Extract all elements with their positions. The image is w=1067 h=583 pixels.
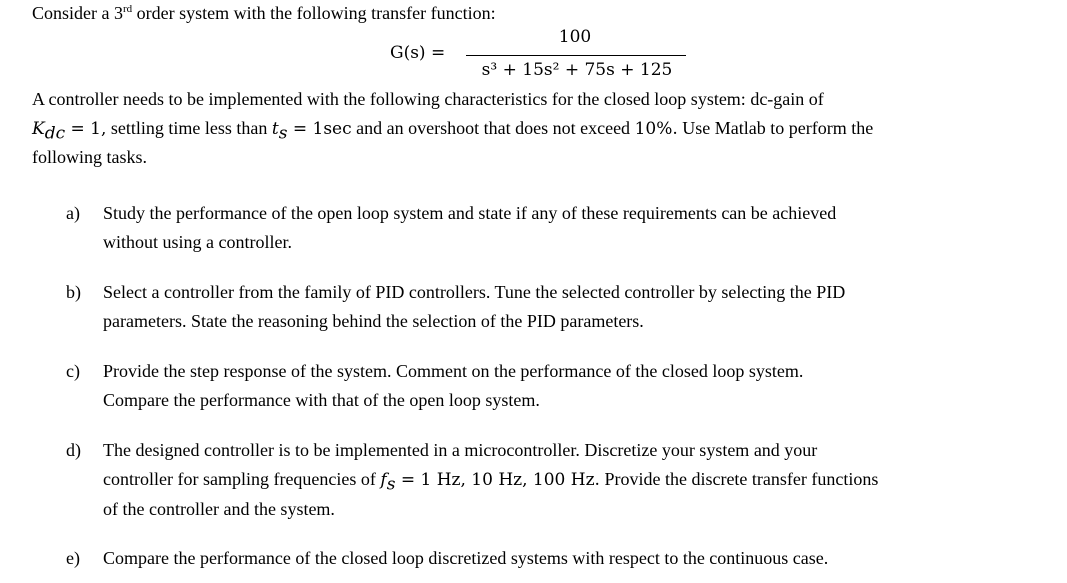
fs-intro-text: controller for sampling frequencies of — [103, 469, 381, 489]
task-a-line-2: without using a controller. — [103, 232, 292, 252]
task-b — [66, 278, 1026, 336]
task-c — [66, 357, 1026, 415]
kdc-symbol: K — [32, 119, 45, 139]
task-a-line-1: Study the performance of the open loop system and state if any of these requirements can be achieved — [103, 203, 837, 223]
task-b-line-2: parameters. State the reasoning behind the selection of the PID parameters. — [103, 311, 644, 331]
task-e-line-1: Compare the performance of the closed loop discretized systems with respect to the continuous case. — [103, 548, 829, 568]
fs-subscript: s — [386, 474, 396, 495]
task-label: e) — [66, 548, 80, 568]
task-label: c) — [66, 361, 80, 381]
task-d-line-1: The designed controller is to be implemented in a microcontroller. Discretize your system and your — [103, 440, 818, 460]
task-label: a) — [66, 203, 80, 223]
task-b-line-1: Select a controller from the family of PID controllers. Tune the selected controller by selecting the PID — [103, 282, 846, 302]
kdc-value: = 1, — [65, 119, 107, 139]
kdc-subscript: dc — [44, 123, 66, 144]
overshoot-text: and an overshoot that does not exceed — [351, 118, 635, 138]
overshoot-value: 10%. — [634, 119, 678, 139]
task-d-line-3: of the controller and the system. — [103, 499, 335, 519]
requirements-line-3: following tasks. — [32, 147, 147, 167]
intro-pre: Consider a 3 — [32, 3, 123, 23]
task-c-line-2: Compare the performance with that of the open loop system. — [103, 390, 540, 410]
ts-symbol: t — [271, 119, 279, 139]
task-label: d) — [66, 440, 81, 460]
intro-superscript: rd — [122, 3, 133, 15]
task-d — [66, 436, 1026, 524]
requirements-line-1: A controller needs to be implemented with the following characteristics for the closed loop system: dc-gain of — [32, 89, 824, 109]
task-a — [66, 199, 1026, 257]
transfer-function-label: G(s) = — [390, 43, 446, 63]
fs-values: = 1 Hz, 10 Hz, 100 Hz. — [395, 470, 600, 490]
task-e — [66, 544, 1026, 573]
fraction-bar — [466, 55, 686, 56]
settling-time-text: settling time less than — [106, 118, 272, 138]
task-d-line-2 — [103, 465, 1026, 495]
ts-value: = 1sec — [287, 119, 352, 139]
transfer-function-numerator: 100 — [558, 27, 592, 47]
task-d-line-2-end: Provide the discrete transfer functions — [599, 469, 879, 489]
requirements-line-2 — [32, 116, 874, 144]
intro-text — [32, 1, 496, 25]
requirements-line-2-end: Use Matlab to perform the — [677, 118, 874, 138]
fs-symbol: f — [380, 470, 387, 490]
task-label: b) — [66, 282, 81, 302]
intro-post: order system with the following transfer function: — [132, 3, 496, 23]
task-c-line-1: Provide the step response of the system. Comment on the performance of the closed loop system. — [103, 361, 804, 381]
ts-subscript: s — [278, 123, 288, 144]
transfer-function-denominator: s³ + 15s² + 75s + 125 — [481, 60, 673, 80]
